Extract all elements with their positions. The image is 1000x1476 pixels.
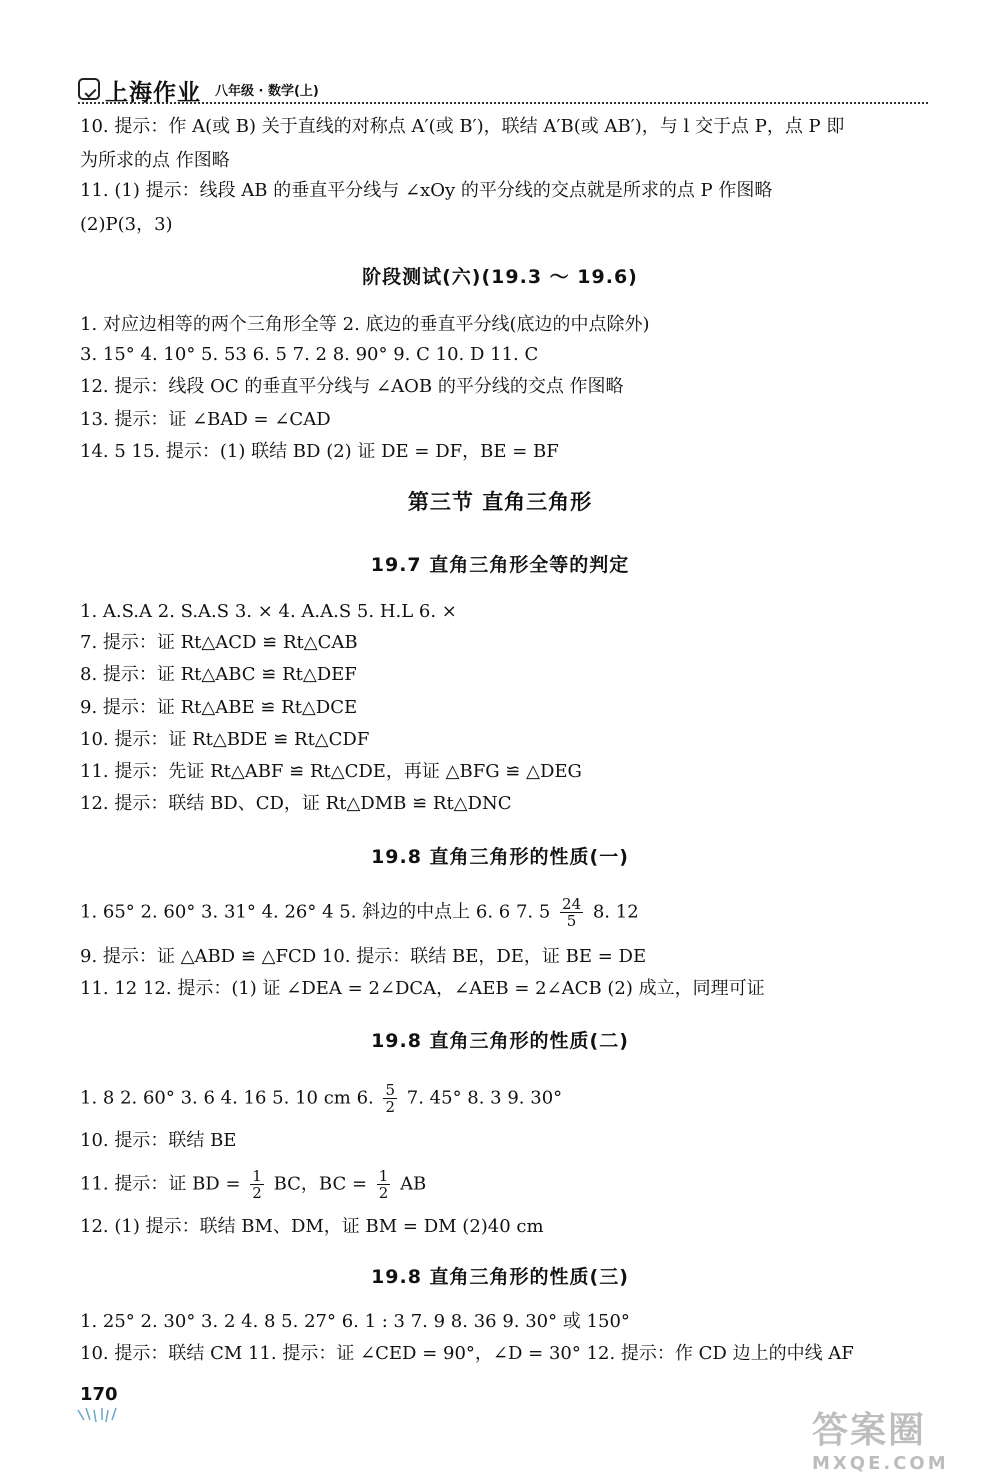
header-divider [78, 102, 928, 104]
answer-line: 9. 提示：证 △ABD ≌ △FCD 10. 提示：联结 BE，DE，证 BE = DE [80, 946, 647, 967]
section-title-test6: 阶段测试(六)(19.3 ～ 19.6) [362, 266, 638, 288]
answer-text: 7. 45° 8. 3 9. 30° [406, 1087, 563, 1109]
answer-text: 11. 提示：证 BD = [80, 1173, 241, 1195]
answer-line: 为所求的点 作图略 [80, 150, 230, 171]
answer-line: 14. 5 15. 提示：(1) 联结 BD (2) 证 DE = DF，BE = BF [80, 441, 559, 462]
fraction [377, 1168, 391, 1201]
answer-line: 11. 12 12. 提示：(1) 证 ∠DEA = 2∠DCA，∠AEB = 2∠ACB (2) 成立，同理可证 [80, 978, 765, 999]
section-title-right-triangle: 第三节 直角三角形 [407, 490, 593, 514]
section-title-19-7: 19.7 直角三角形全等的判定 [370, 554, 630, 576]
answer-line: 9. 提示：证 Rt△ABE ≌ Rt△DCE [80, 697, 358, 718]
answer-line: 11. 提示：先证 Rt△ABF ≌ Rt△CDE，再证 △BFG ≌ △DEG [80, 761, 582, 782]
series-title: 上海作业 [105, 80, 201, 106]
answer-line: 10. 提示：证 Rt△BDE ≌ Rt△CDF [80, 729, 370, 750]
page-header [78, 74, 928, 106]
answer-line: 10. 提示：联结 BE [80, 1130, 237, 1151]
watermark-main: 答案圈 [812, 1410, 927, 1451]
fraction [560, 896, 583, 929]
fraction-denominator: 2 [378, 1184, 389, 1202]
fraction-numerator: 24 [562, 895, 582, 913]
answer-text: AB [400, 1173, 427, 1195]
answer-line: (2)P(3，3) [80, 214, 173, 235]
answer-line: 12. 提示：线段 OC 的垂直平分线与 ∠AOB 的平分线的交点 作图略 [80, 376, 624, 397]
answer-text: 8. 12 [592, 901, 639, 923]
answer-line: 11. (1) 提示：线段 AB 的垂直平分线与 ∠xOy 的平分线的交点就是所求的点 P 作图略 [80, 180, 773, 201]
answer-line: 13. 提示：证 ∠BAD = ∠CAD [80, 409, 331, 430]
section-title-19-8-c: 19.8 直角三角形的性质(三) [371, 1266, 629, 1288]
fraction-denominator: 5 [566, 912, 577, 930]
fraction-numerator: 1 [252, 1167, 262, 1185]
fraction [250, 1168, 264, 1201]
answer-line: 1. 25° 2. 30° 3. 2 4. 8 5. 27° 6. 1 : 3 7. 9 8. 36 9. 30° 或 150° [80, 1311, 630, 1332]
watermark-url: MXQE.COM [812, 1453, 949, 1474]
answer-line: 12. 提示：联结 BD、CD，证 Rt△DMB ≌ Rt△DNC [80, 793, 512, 814]
page-number: 170 [80, 1384, 118, 1405]
book-logo-icon [78, 78, 100, 100]
page-decoration-icon [76, 1406, 124, 1426]
fraction-numerator: 1 [378, 1167, 389, 1185]
answer-line: 8. 提示：证 Rt△ABC ≌ Rt△DEF [80, 664, 357, 685]
watermark [812, 1402, 988, 1474]
fraction-numerator: 5 [385, 1081, 396, 1099]
answer-line: 3. 15° 4. 10° 5. 53 6. 5 7. 2 8. 90° 9. C 10. D 11. C [80, 344, 539, 365]
answer-line: 12. (1) 提示：联结 BM、DM，证 BM = DM (2)40 cm [80, 1216, 544, 1237]
answer-line [80, 896, 639, 929]
answer-line [80, 1168, 426, 1201]
answer-text: 1. 8 2. 60° 3. 6 4. 16 5. 10 cm 6. [80, 1087, 374, 1109]
answer-text: BC，BC = [273, 1173, 368, 1195]
fraction-denominator: 2 [252, 1184, 262, 1202]
section-title-19-8-a: 19.8 直角三角形的性质(一) [371, 846, 629, 868]
answer-line: 7. 提示：证 Rt△ACD ≌ Rt△CAB [80, 632, 358, 653]
section-title-19-8-b: 19.8 直角三角形的性质(二) [371, 1030, 629, 1052]
answer-line: 10. 提示：作 A(或 B) 关于直线的对称点 A′(或 B′)，联结 A′B(或 AB′)，与 l 交于点 P，点 P 即 [80, 116, 845, 137]
answer-line: 1. 对应边相等的两个三角形全等 2. 底边的垂直平分线(底边的中点除外) [80, 314, 650, 335]
answer-text: 1. 65° 2. 60° 3. 31° 4. 26° 4 5. 斜边的中点上 6. 6 7. 5 [80, 901, 551, 923]
grade-subject: 八年级 · 数学(上) [215, 84, 319, 99]
fraction-denominator: 2 [385, 1098, 396, 1116]
fraction [383, 1082, 397, 1115]
answer-line: 1. A.S.A 2. S.A.S 3. × 4. A.A.S 5. H.L 6. × [80, 601, 457, 622]
answer-line: 10. 提示：联结 CM 11. 提示：证 ∠CED = 90°，∠D = 30° 12. 提示：作 CD 边上的中线 AF [80, 1343, 854, 1364]
answer-line [80, 1082, 562, 1115]
